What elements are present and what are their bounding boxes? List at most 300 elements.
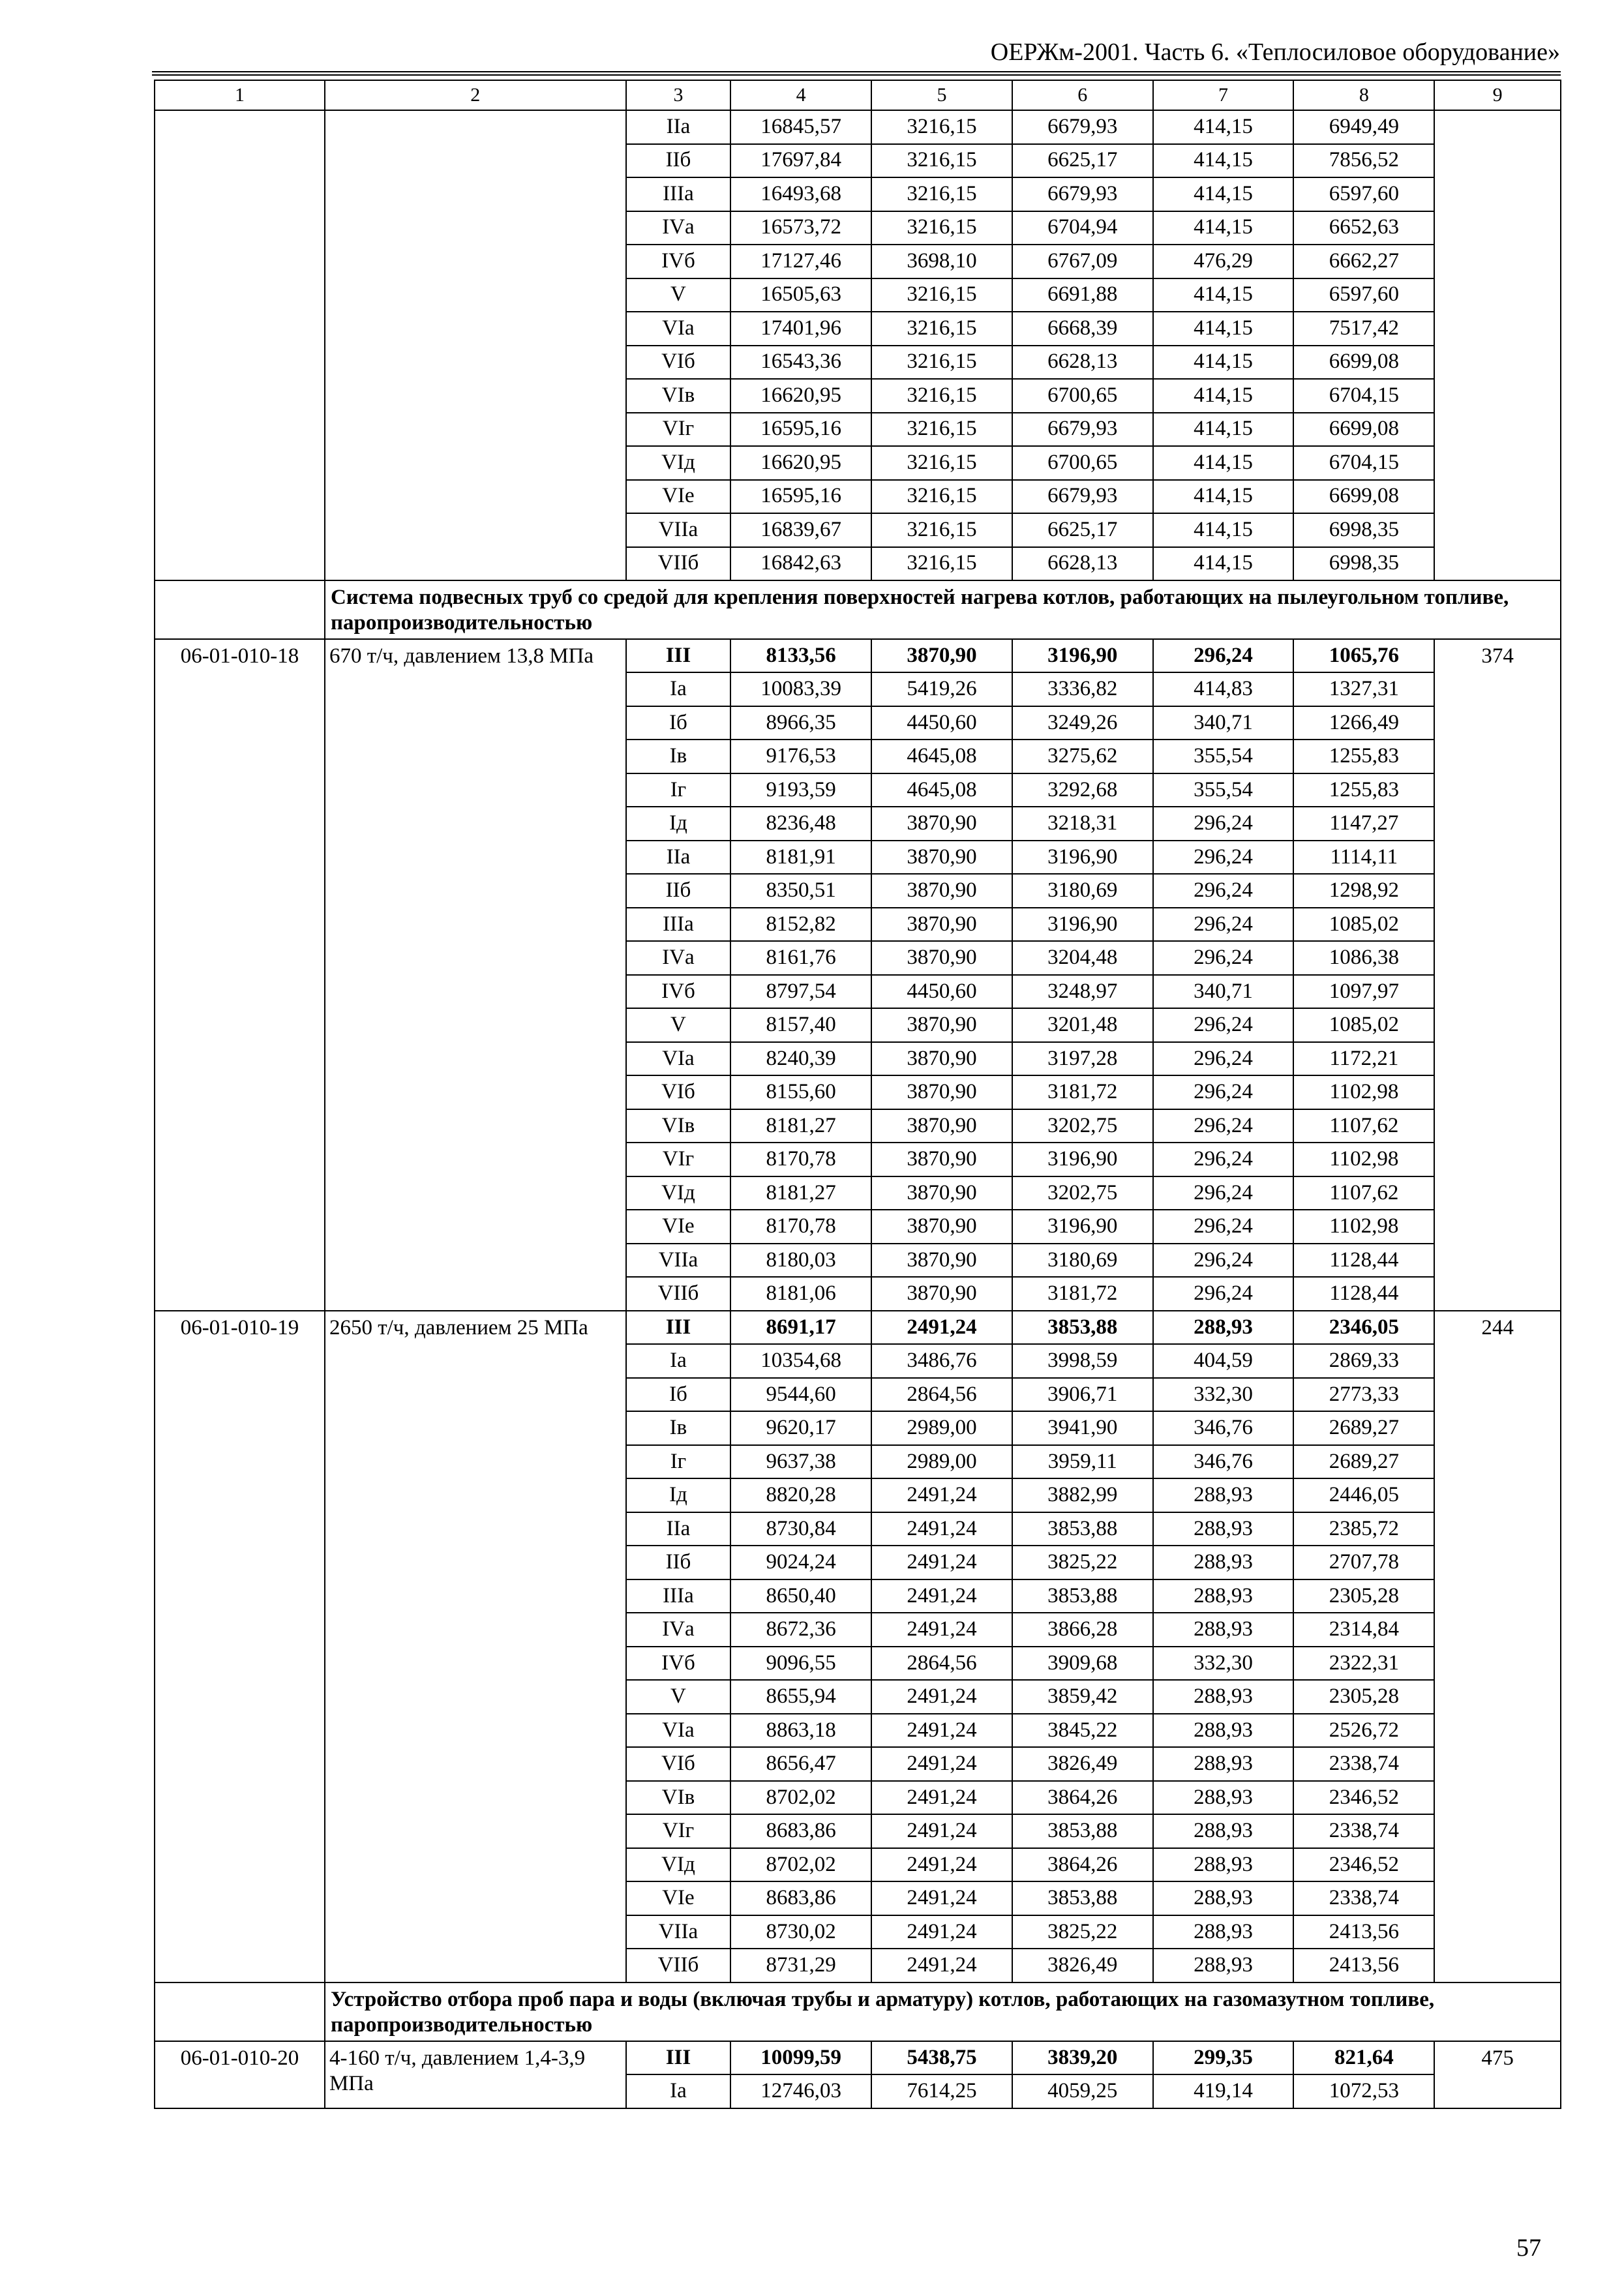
value-cell: 414,83 [1153,672,1294,706]
value-cell: 296,24 [1153,807,1294,841]
value-cell: 9176,53 [730,740,871,773]
price-table [154,80,1561,2109]
value-cell: 296,24 [1153,1143,1294,1176]
value-cell: 6699,08 [1293,346,1434,380]
value-cell: 2689,27 [1293,1411,1434,1445]
value-cell: 4450,60 [871,706,1012,740]
total-cell: 374 [1434,639,1561,1311]
value-cell: 1255,83 [1293,773,1434,807]
value-cell: 17401,96 [730,312,871,346]
value-cell: 288,93 [1153,1848,1294,1882]
column-number: 9 [1434,80,1561,110]
value-cell: 1097,97 [1293,975,1434,1009]
value-cell: 6679,93 [1012,480,1153,514]
value-cell: 6700,65 [1012,379,1153,413]
value-cell: 288,93 [1153,1714,1294,1748]
value-cell: 2446,05 [1293,1478,1434,1512]
rate-description: 2650 т/ч, давлением 25 МПа [325,1311,626,1982]
column-number-row [155,80,1561,110]
value-cell: 1102,98 [1293,1210,1434,1244]
value-cell: 16595,16 [730,480,871,514]
value-cell: 4645,08 [871,773,1012,807]
value-cell: 8863,18 [730,1714,871,1748]
value-cell: 6767,09 [1012,245,1153,278]
value-cell: 414,15 [1153,480,1294,514]
zone-cell: IVа [626,211,731,245]
value-cell: 3870,90 [871,1143,1012,1176]
value-cell: 17127,46 [730,245,871,278]
zone-cell: Iа [626,2074,731,2108]
value-cell: 3216,15 [871,480,1012,514]
value-cell: 288,93 [1153,1311,1294,1345]
value-cell: 296,24 [1153,1210,1294,1244]
value-cell: 2526,72 [1293,1714,1434,1748]
rate-description [325,110,626,580]
zone-cell: Iв [626,1411,731,1445]
value-cell: 821,64 [1293,2041,1434,2075]
value-cell: 7614,25 [871,2074,1012,2108]
value-cell: 16573,72 [730,211,871,245]
value-cell: 3196,90 [1012,639,1153,673]
table-row [155,639,1561,673]
value-cell: 1114,11 [1293,841,1434,875]
value-cell: 4450,60 [871,975,1012,1009]
value-cell: 8181,27 [730,1176,871,1210]
value-cell: 3870,90 [871,1042,1012,1076]
zone-cell: VIе [626,480,731,514]
value-cell: 8731,29 [730,1949,871,1982]
value-cell: 3825,22 [1012,1915,1153,1949]
value-cell: 3853,88 [1012,1512,1153,1546]
value-cell: 12746,03 [730,2074,871,2108]
zone-cell: VIг [626,413,731,447]
value-cell: 8691,17 [730,1311,871,1345]
value-cell: 288,93 [1153,1814,1294,1848]
value-cell: 3216,15 [871,446,1012,480]
value-cell: 3870,90 [871,639,1012,673]
value-cell: 3853,88 [1012,1311,1153,1345]
value-cell: 2413,56 [1293,1915,1434,1949]
section-title: Устройство отбора проб пара и воды (включая трубы и арматуру) котлов, работающих на газомазутном топливе, паропроизводительностью [325,1982,1561,2041]
value-cell: 3181,72 [1012,1277,1153,1311]
value-cell: 3216,15 [871,110,1012,144]
rate-code [155,110,325,580]
zone-cell: VIе [626,1210,731,1244]
value-cell: 6597,60 [1293,278,1434,312]
value-cell: 288,93 [1153,1613,1294,1647]
value-cell: 296,24 [1153,639,1294,673]
value-cell: 3216,15 [871,278,1012,312]
value-cell: 3216,15 [871,346,1012,380]
value-cell: 16505,63 [730,278,871,312]
value-cell: 10354,68 [730,1344,871,1378]
value-cell: 3202,75 [1012,1176,1153,1210]
value-cell: 8350,51 [730,874,871,908]
zone-cell: Iд [626,1478,731,1512]
zone-cell: V [626,278,731,312]
value-cell: 3839,20 [1012,2041,1153,2075]
value-cell: 6597,60 [1293,177,1434,211]
zone-cell: VIа [626,1714,731,1748]
zone-cell: VIб [626,1075,731,1109]
zone-cell: IIа [626,110,731,144]
value-cell: 3196,90 [1012,1143,1153,1176]
value-cell: 8683,86 [730,1881,871,1915]
value-cell: 296,24 [1153,1109,1294,1143]
value-cell: 17697,84 [730,144,871,178]
value-cell: 1107,62 [1293,1176,1434,1210]
value-cell: 3825,22 [1012,1546,1153,1579]
value-cell: 8966,35 [730,706,871,740]
value-cell: 16595,16 [730,413,871,447]
value-cell: 3906,71 [1012,1378,1153,1412]
value-cell: 340,71 [1153,975,1294,1009]
value-cell: 1128,44 [1293,1277,1434,1311]
zone-cell: VIд [626,1848,731,1882]
value-cell: 8730,02 [730,1915,871,1949]
value-cell: 9096,55 [730,1647,871,1681]
value-cell: 6699,08 [1293,480,1434,514]
column-number: 8 [1293,80,1434,110]
value-cell: 16620,95 [730,379,871,413]
value-cell: 1172,21 [1293,1042,1434,1076]
value-cell: 2989,00 [871,1411,1012,1445]
value-cell: 3866,28 [1012,1613,1153,1647]
value-cell: 3870,90 [871,807,1012,841]
value-cell: 3201,48 [1012,1008,1153,1042]
rate-description: 4-160 т/ч, давлением 1,4-3,9 МПа [325,2041,626,2108]
zone-cell: IIа [626,841,731,875]
value-cell: 414,15 [1153,278,1294,312]
section-row [155,580,1561,639]
value-cell: 414,15 [1153,110,1294,144]
value-cell: 6704,15 [1293,379,1434,413]
rate-code: 06-01-010-20 [155,2041,325,2108]
value-cell: 2346,52 [1293,1848,1434,1882]
value-cell: 16493,68 [730,177,871,211]
value-cell: 3870,90 [871,1075,1012,1109]
value-cell: 9620,17 [730,1411,871,1445]
zone-cell: Iд [626,807,731,841]
value-cell: 1298,92 [1293,874,1434,908]
zone-cell: VIа [626,312,731,346]
value-cell: 1327,31 [1293,672,1434,706]
zone-cell: VIIа [626,1244,731,1278]
value-cell: 6668,39 [1012,312,1153,346]
value-cell: 288,93 [1153,1747,1294,1781]
value-cell: 404,59 [1153,1344,1294,1378]
value-cell: 288,93 [1153,1512,1294,1546]
value-cell: 288,93 [1153,1546,1294,1579]
zone-cell: VIв [626,379,731,413]
value-cell: 3882,99 [1012,1478,1153,1512]
value-cell: 6652,63 [1293,211,1434,245]
value-cell: 414,15 [1153,211,1294,245]
section-blank-cell [155,580,325,639]
value-cell: 3216,15 [871,211,1012,245]
value-cell: 296,24 [1153,1277,1294,1311]
zone-cell: IIIа [626,1579,731,1613]
header-rule [152,71,1561,72]
value-cell: 2338,74 [1293,1814,1434,1848]
value-cell: 6691,88 [1012,278,1153,312]
value-cell: 3853,88 [1012,1579,1153,1613]
value-cell: 3864,26 [1012,1848,1153,1882]
value-cell: 6625,17 [1012,513,1153,547]
value-cell: 8702,02 [730,1781,871,1815]
value-cell: 296,24 [1153,1075,1294,1109]
value-cell: 3826,49 [1012,1949,1153,1982]
value-cell: 4059,25 [1012,2074,1153,2108]
value-cell: 2413,56 [1293,1949,1434,1982]
value-cell: 346,76 [1153,1411,1294,1445]
value-cell: 2707,78 [1293,1546,1434,1579]
value-cell: 3870,90 [871,1277,1012,1311]
value-cell: 299,35 [1153,2041,1294,2075]
value-cell: 3870,90 [871,1008,1012,1042]
value-cell: 346,76 [1153,1445,1294,1479]
value-cell: 3216,15 [871,379,1012,413]
value-cell: 3998,59 [1012,1344,1153,1378]
value-cell: 8181,06 [730,1277,871,1311]
value-cell: 8152,82 [730,908,871,942]
zone-cell: VIб [626,1747,731,1781]
value-cell: 6679,93 [1012,110,1153,144]
value-cell: 3180,69 [1012,874,1153,908]
zone-cell: IIб [626,144,731,178]
value-cell: 1086,38 [1293,941,1434,975]
zone-cell: Iб [626,706,731,740]
value-cell: 2305,28 [1293,1579,1434,1613]
value-cell: 3275,62 [1012,740,1153,773]
zone-cell: IIб [626,874,731,908]
zone-cell: VIв [626,1781,731,1815]
value-cell: 6704,15 [1293,446,1434,480]
zone-cell: IVа [626,941,731,975]
value-cell: 296,24 [1153,841,1294,875]
value-cell: 8656,47 [730,1747,871,1781]
value-cell: 2385,72 [1293,1512,1434,1546]
value-cell: 2491,24 [871,1915,1012,1949]
value-cell: 3196,90 [1012,841,1153,875]
value-cell: 9193,59 [730,773,871,807]
value-cell: 3202,75 [1012,1109,1153,1143]
value-cell: 6949,49 [1293,110,1434,144]
value-cell: 8236,48 [730,807,871,841]
value-cell: 1065,76 [1293,639,1434,673]
zone-cell: VIг [626,1143,731,1176]
value-cell: 6700,65 [1012,446,1153,480]
value-cell: 414,15 [1153,446,1294,480]
zone-cell: IVб [626,975,731,1009]
value-cell: 6998,35 [1293,547,1434,581]
value-cell: 296,24 [1153,1042,1294,1076]
value-cell: 288,93 [1153,1579,1294,1613]
value-cell: 8180,03 [730,1244,871,1278]
value-cell: 1147,27 [1293,807,1434,841]
value-cell: 3870,90 [871,1176,1012,1210]
value-cell: 3216,15 [871,144,1012,178]
zone-cell: VIIа [626,513,731,547]
value-cell: 3853,88 [1012,1881,1153,1915]
value-cell: 16620,95 [730,446,871,480]
column-number: 2 [325,80,626,110]
value-cell: 3197,28 [1012,1042,1153,1076]
value-cell: 3248,97 [1012,975,1153,1009]
table-row [155,2041,1561,2075]
value-cell: 2491,24 [871,1714,1012,1748]
value-cell: 6704,94 [1012,211,1153,245]
value-cell: 16845,57 [730,110,871,144]
value-cell: 2869,33 [1293,1344,1434,1378]
total-cell: 475 [1434,2041,1561,2108]
value-cell: 3941,90 [1012,1411,1153,1445]
zone-cell: Iг [626,773,731,807]
column-number: 6 [1012,80,1153,110]
value-cell: 476,29 [1153,245,1294,278]
value-cell: 414,15 [1153,312,1294,346]
value-cell: 2689,27 [1293,1445,1434,1479]
value-cell: 8702,02 [730,1848,871,1882]
value-cell: 3218,31 [1012,807,1153,841]
value-cell: 2338,74 [1293,1747,1434,1781]
rate-description: 670 т/ч, давлением 13,8 МПа [325,639,626,1311]
value-cell: 6699,08 [1293,413,1434,447]
value-cell: 2989,00 [871,1445,1012,1479]
value-cell: 355,54 [1153,740,1294,773]
value-cell: 2491,24 [871,1478,1012,1512]
value-cell: 3204,48 [1012,941,1153,975]
zone-cell: III [626,1311,731,1345]
value-cell: 2305,28 [1293,1680,1434,1714]
value-cell: 1266,49 [1293,706,1434,740]
value-cell: 3216,15 [871,177,1012,211]
zone-cell: Iг [626,1445,731,1479]
zone-cell: Iа [626,1344,731,1378]
value-cell: 332,30 [1153,1378,1294,1412]
value-cell: 6628,13 [1012,346,1153,380]
value-cell: 3859,42 [1012,1680,1153,1714]
value-cell: 8240,39 [730,1042,871,1076]
zone-cell: VIIб [626,1949,731,1982]
zone-cell: Iб [626,1378,731,1412]
value-cell: 419,14 [1153,2074,1294,2108]
zone-cell: VIIа [626,1915,731,1949]
value-cell: 2491,24 [871,1848,1012,1882]
value-cell: 8820,28 [730,1478,871,1512]
value-cell: 3826,49 [1012,1747,1153,1781]
zone-cell: Iв [626,740,731,773]
value-cell: 288,93 [1153,1949,1294,1982]
rate-code: 06-01-010-18 [155,639,325,1311]
value-cell: 6679,93 [1012,177,1153,211]
value-cell: 3853,88 [1012,1814,1153,1848]
value-cell: 2491,24 [871,1881,1012,1915]
zone-cell: IIIа [626,908,731,942]
value-cell: 2864,56 [871,1647,1012,1681]
value-cell: 3216,15 [871,547,1012,581]
value-cell: 3180,69 [1012,1244,1153,1278]
value-cell: 8655,94 [730,1680,871,1714]
value-cell: 296,24 [1153,874,1294,908]
zone-cell: IIIа [626,177,731,211]
zone-cell: III [626,2041,731,2075]
zone-cell: IVб [626,1647,731,1681]
value-cell: 3870,90 [871,874,1012,908]
value-cell: 1102,98 [1293,1075,1434,1109]
value-cell: 414,15 [1153,144,1294,178]
value-cell: 5438,75 [871,2041,1012,2075]
value-cell: 6679,93 [1012,413,1153,447]
value-cell: 2773,33 [1293,1378,1434,1412]
zone-cell: VIе [626,1881,731,1915]
value-cell: 296,24 [1153,941,1294,975]
value-cell: 288,93 [1153,1781,1294,1815]
value-cell: 355,54 [1153,773,1294,807]
value-cell: 10083,39 [730,672,871,706]
value-cell: 6662,27 [1293,245,1434,278]
value-cell: 8650,40 [730,1579,871,1613]
value-cell: 1072,53 [1293,2074,1434,2108]
value-cell: 3864,26 [1012,1781,1153,1815]
value-cell: 2491,24 [871,1311,1012,1345]
value-cell: 2491,24 [871,1512,1012,1546]
section-title: Система подвесных труб со средой для крепления поверхностей нагрева котлов, работающих на пылеугольном топливе, паропроизводительностью [325,580,1561,639]
value-cell: 288,93 [1153,1915,1294,1949]
value-cell: 2346,52 [1293,1781,1434,1815]
value-cell: 3336,82 [1012,672,1153,706]
value-cell: 3196,90 [1012,908,1153,942]
value-cell: 9637,38 [730,1445,871,1479]
value-cell: 3216,15 [871,413,1012,447]
value-cell: 8797,54 [730,975,871,1009]
value-cell: 2864,56 [871,1378,1012,1412]
value-cell: 2491,24 [871,1781,1012,1815]
zone-cell: VIб [626,346,731,380]
value-cell: 414,15 [1153,513,1294,547]
value-cell: 3216,15 [871,312,1012,346]
zone-cell: III [626,639,731,673]
zone-cell: IVб [626,245,731,278]
value-cell: 6998,35 [1293,513,1434,547]
zone-cell: VIIб [626,1277,731,1311]
page-number: 57 [1516,2234,1541,2262]
value-cell: 296,24 [1153,1176,1294,1210]
value-cell: 6628,13 [1012,547,1153,581]
value-cell: 288,93 [1153,1478,1294,1512]
value-cell: 8170,78 [730,1143,871,1176]
page-header-title: ОЕРЖм-2001. Часть 6. «Теплосиловое оборудование» [990,38,1560,66]
value-cell: 2314,84 [1293,1613,1434,1647]
zone-cell: IIб [626,1546,731,1579]
value-cell: 2491,24 [871,1546,1012,1579]
value-cell: 8133,56 [730,639,871,673]
value-cell: 10099,59 [730,2041,871,2075]
value-cell: 6625,17 [1012,144,1153,178]
value-cell: 3196,90 [1012,1210,1153,1244]
table-row [155,110,1561,144]
value-cell: 3909,68 [1012,1647,1153,1681]
value-cell: 8683,86 [730,1814,871,1848]
value-cell: 414,15 [1153,547,1294,581]
value-cell: 2491,24 [871,1814,1012,1848]
zone-cell: V [626,1008,731,1042]
column-number: 5 [871,80,1012,110]
value-cell: 2491,24 [871,1579,1012,1613]
value-cell: 8157,40 [730,1008,871,1042]
value-cell: 1102,98 [1293,1143,1434,1176]
zone-cell: IIа [626,1512,731,1546]
